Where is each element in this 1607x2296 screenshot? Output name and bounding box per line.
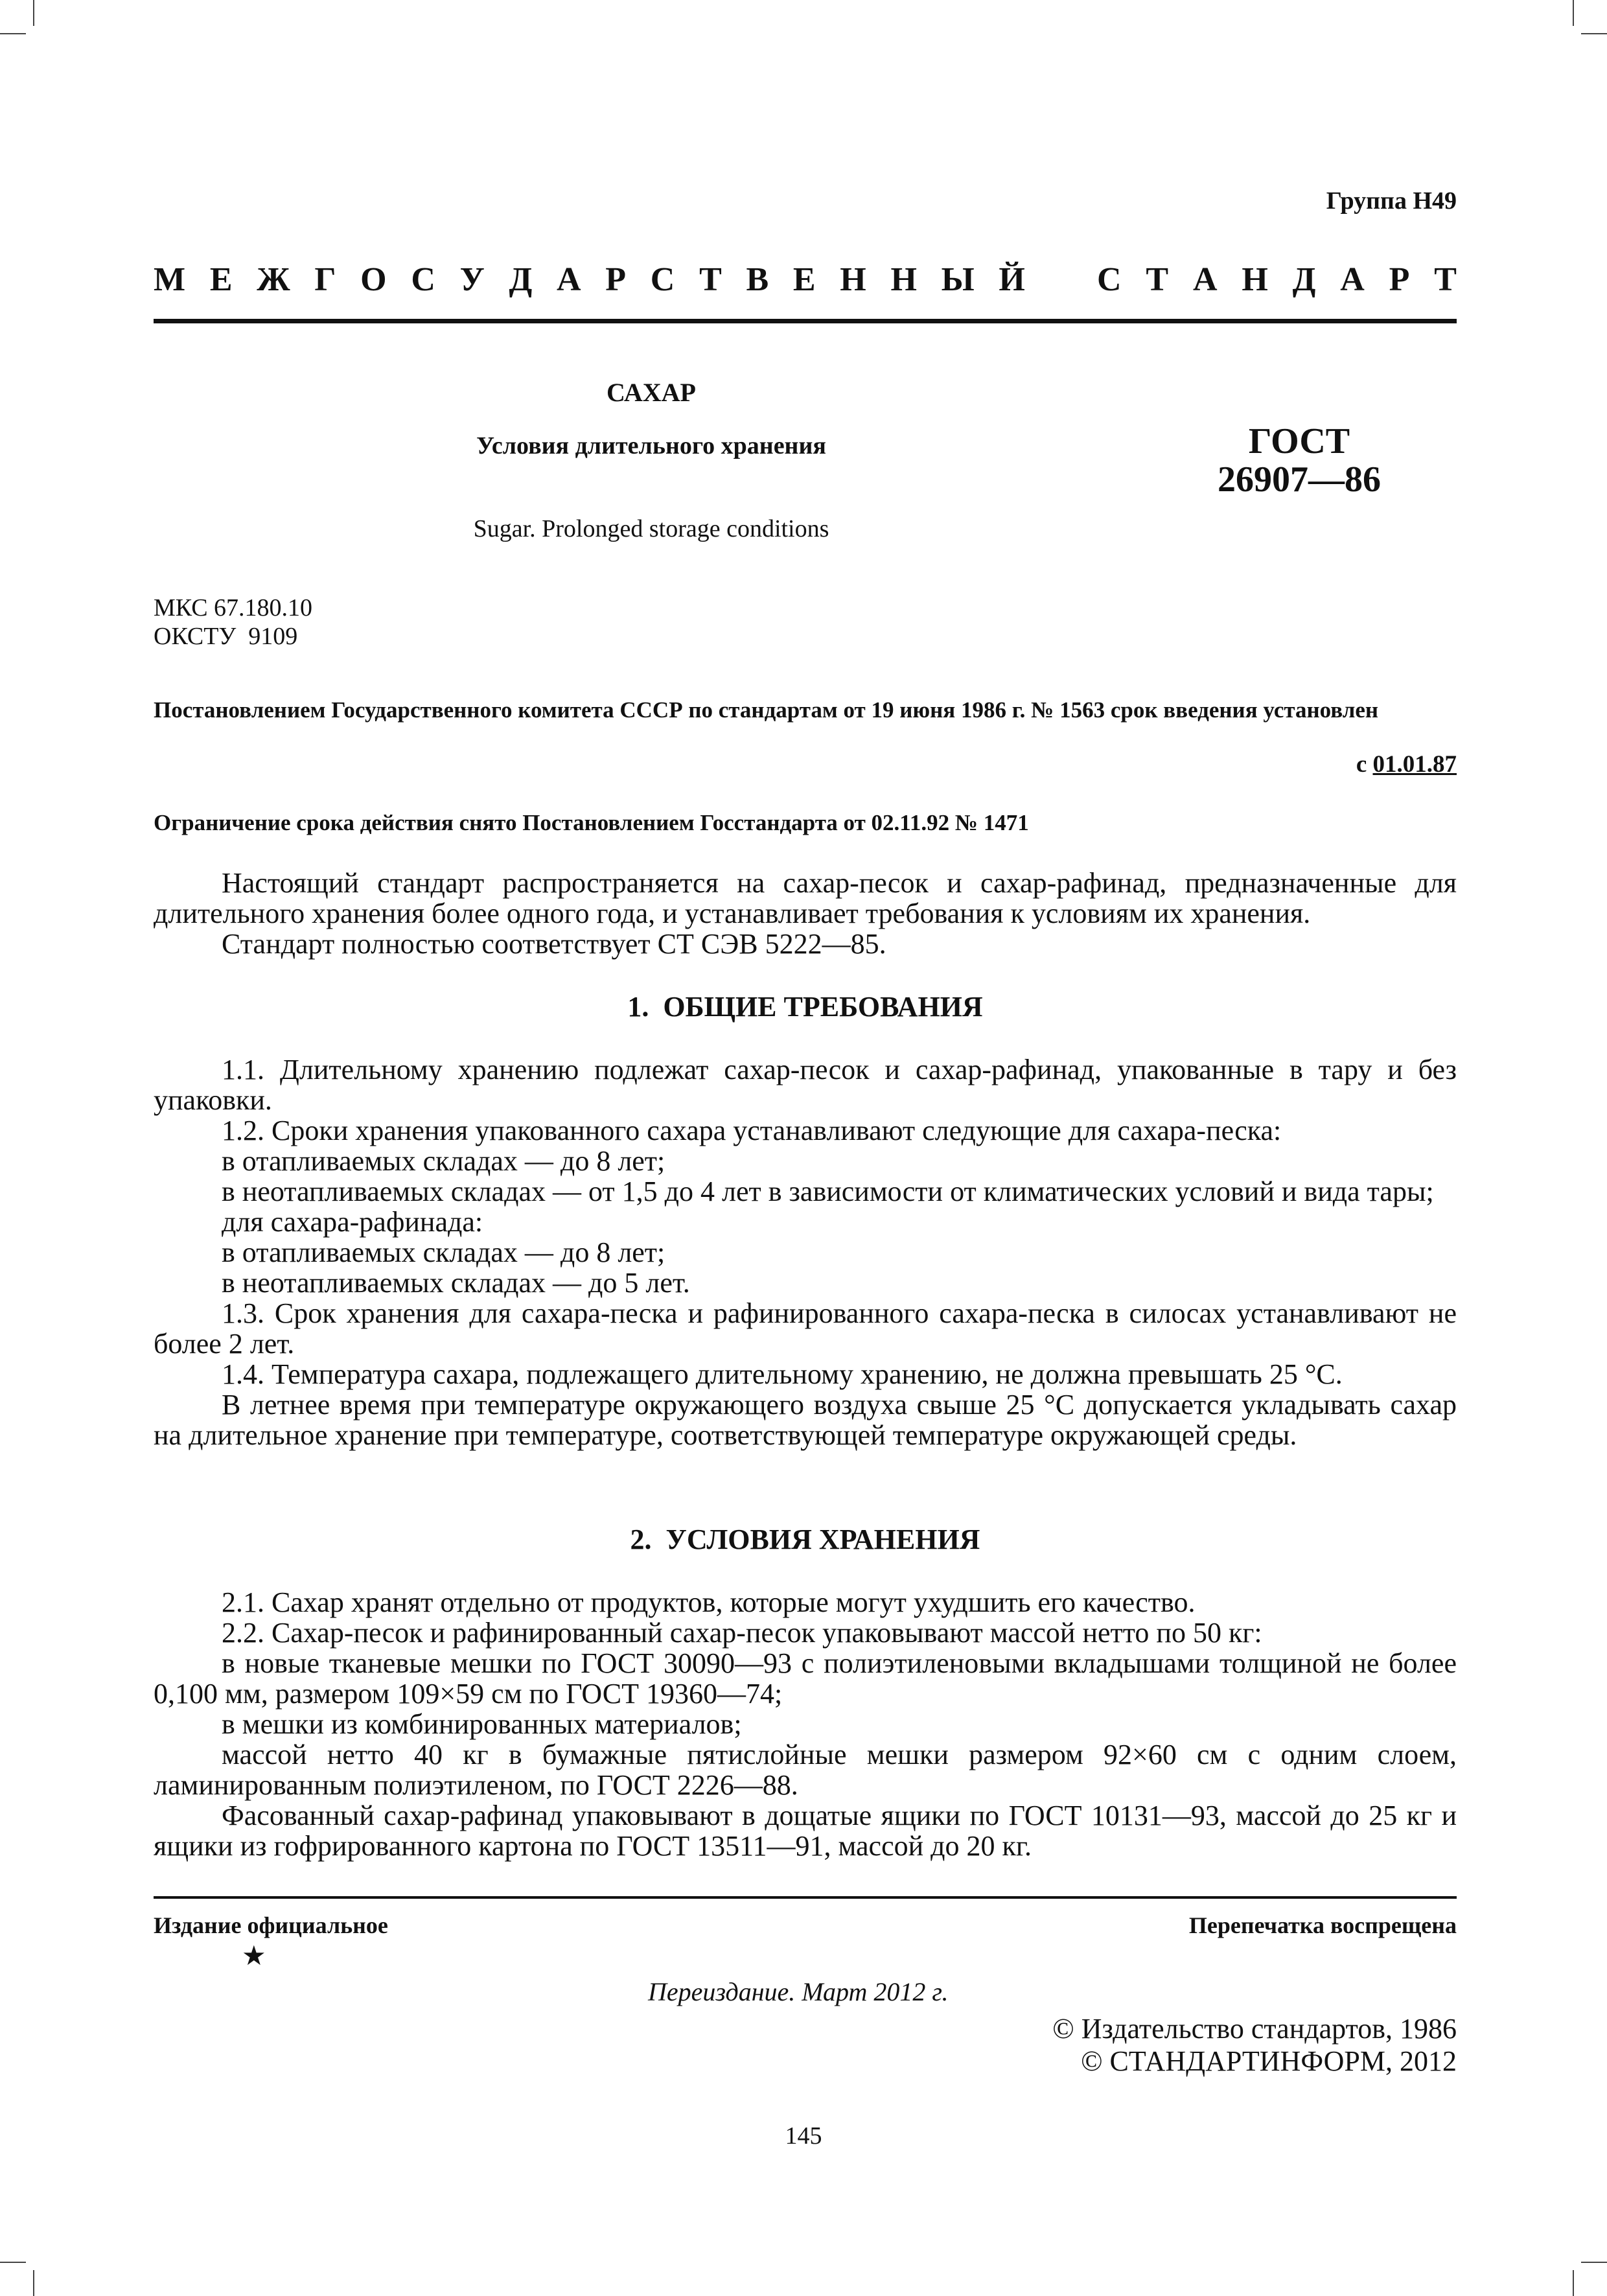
effective-date [1356,750,1457,778]
english-title: Sugar. Prolonged storage conditions [473,515,829,542]
group-code: Группа Н49 [1326,187,1457,215]
okstu-code: ОКСТУ 9109 [154,623,298,650]
section-1-heading: 1. ОБЩИЕ ТРЕБОВАНИЯ [627,991,983,1023]
heading-letter: Ы [941,261,975,298]
document-title: САХАР [607,378,696,407]
copyright-line: © СТАНДАРТИНФОРМ, 2012 [1081,2045,1457,2077]
heading-letter: Ж [257,261,290,298]
intro-paragraph: Настоящий стандарт распространяется на сахар-песок и сахар-рафинад, предназначенные для длительного хранения более одного года, и устанавливает требования к условиям их хранения. [154,867,1457,929]
heading-letter: В [746,261,769,298]
section-1-paragraph: в неотапливаемых складах — от 1,5 до 4 лет в зависимости от климатических условий и вида тары; [222,1176,1434,1207]
heading-letter: Т [699,261,722,298]
intro-block [154,868,1457,959]
section-2-paragraph: массой нетто 40 кг в бумажные пятислойные мешки размером 92×60 см с одним слоем, ламинированным полиэтиленом, по ГОСТ 2226—88. [154,1739,1457,1801]
section-2-body [154,1587,1457,1861]
heading-letter: Р [605,261,627,298]
heading-letter: Г [314,261,336,298]
section-2-paragraph: 2.1. Сахар хранят отдельно от продуктов, которые могут ухудшить его качество. [222,1586,1196,1618]
crop-mark-bottom-right-h [1581,2262,1607,2263]
section-1-paragraph: в неотапливаемых складах — до 5 лет. [222,1267,690,1299]
footer-rule [154,1896,1457,1899]
heading-letter: Р [1389,261,1410,298]
heading-letter: Д [1292,261,1316,298]
section-1-paragraph: для сахара-рафинада: [222,1206,483,1238]
heading-letter: А [1192,261,1218,298]
section-2-heading: 2. УСЛОВИЯ ХРАНЕНИЯ [630,1524,980,1555]
standard-kind-word-2 [1097,261,1457,299]
section-1-paragraph: 1.1. Длительному хранению подлежат сахар-песок и сахар-рафинад, упакованные в тару и без упаковки. [154,1054,1457,1116]
heading-letter: Н [890,261,917,298]
crop-mark-top-right-h [1581,33,1607,34]
heading-letter: Е [792,261,816,298]
heading-letter: Т [1146,261,1169,298]
heading-letter: Д [509,261,533,298]
heading-letter: Й [999,261,1025,298]
crop-mark-bottom-left-h [0,2262,26,2263]
document-subtitle: Условия длительного хранения [476,432,826,459]
crop-mark-top-right-v [1573,0,1574,26]
heading-letter: Т [1434,261,1457,298]
heading-letter: Н [840,261,866,298]
section-1-paragraph: 1.2. Сроки хранения упакованного сахара устанавливают следующие для сахара-песка: [222,1115,1282,1146]
heading-letter: А [1340,261,1365,298]
official-edition-label: Издание официальное [154,1912,388,1938]
heading-letter: М [154,261,186,298]
standard-kind-word-1 [154,261,1025,299]
crop-mark-top-left-v [33,0,34,26]
heading-letter: Н [1242,261,1268,298]
section-2-paragraph: в новые тканевые мешки по ГОСТ 30090—93 с полиэтиленовыми вкладышами толщиной не более 0,100 мм, размером 109×59 см по ГОСТ 19360—74; [154,1647,1457,1710]
gost-designation [1160,423,1439,499]
header-rule [154,319,1457,323]
gost-label: ГОСТ [1248,421,1350,461]
section-1-paragraph: 1.3. Срок хранения для сахара-песка и рафинированного сахара-песка в силосах устанавливают не более 2 лет. [154,1297,1457,1360]
heading-letter: А [557,261,581,298]
mks-code: МКС 67.180.10 [154,594,313,621]
effective-date-value: 01.01.87 [1372,751,1457,778]
crop-mark-bottom-right-v [1573,2270,1574,2296]
section-2-paragraph: 2.2. Сахар-песок и рафинированный сахар-песок упаковывают массой нетто по 50 кг: [222,1617,1262,1649]
heading-letter: С [1097,261,1122,298]
section-1-paragraph: В летнее время при температуре окружающего воздуха свыше 25 °С допускается укладывать сахар на длительное хранение при температуре, соответствующей температуре окружающей среды. [154,1389,1457,1451]
crop-mark-bottom-left-v [33,2270,34,2296]
crop-mark-top-left-h [0,33,26,34]
section-2-paragraph: в мешки из комбинированных материалов; [222,1708,742,1740]
star-icon: ★ [242,1940,266,1971]
reprint-prohibited-label: Перепечатка воспрещена [1188,1912,1457,1938]
section-2-paragraph: Фасованный сахар-рафинад упаковывают в дощатые ящики по ГОСТ 10131—93, массой до 25 кг и ящики из гофрированного картона по ГОСТ 13511—91, массой до 20 кг. [154,1800,1457,1862]
section-1-paragraph: в отапливаемых складах — до 8 лет; [222,1145,665,1177]
copyright-block [1052,2013,1457,2078]
heading-letter: С [650,261,675,298]
limitation-text: Ограничение срока действия снято Постановлением Госстандарта от 02.11.92 № 1471 [154,810,1029,835]
gost-number: 26907—86 [1218,459,1381,500]
heading-letter: Е [209,261,233,298]
section-1-paragraph: 1.4. Температура сахара, подлежащего длительному хранению, не должна превышать 25 °С. [222,1358,1343,1390]
standard-kind-heading [154,261,1457,299]
decree-text: Постановлением Государственного комитета СССР по стандартам от 19 июня 1986 г. № 1563 срок введения установлен [154,697,1379,723]
section-1-paragraph: в отапливаемых складах — до 8 лет; [222,1236,665,1268]
effective-date-prefix: с [1356,751,1367,778]
section-1-body [154,1054,1457,1450]
heading-letter: У [459,261,485,298]
copyright-line: © Издательство стандартов, 1986 [1052,2013,1457,2045]
reissue-note: Переиздание. Март 2012 г. [648,1977,949,2006]
page-number: 145 [785,2122,822,2150]
heading-letter: О [360,261,387,298]
heading-letter: С [411,261,435,298]
intro-paragraph: Стандарт полностью соответствует СТ СЭВ 5222—85. [222,928,886,960]
